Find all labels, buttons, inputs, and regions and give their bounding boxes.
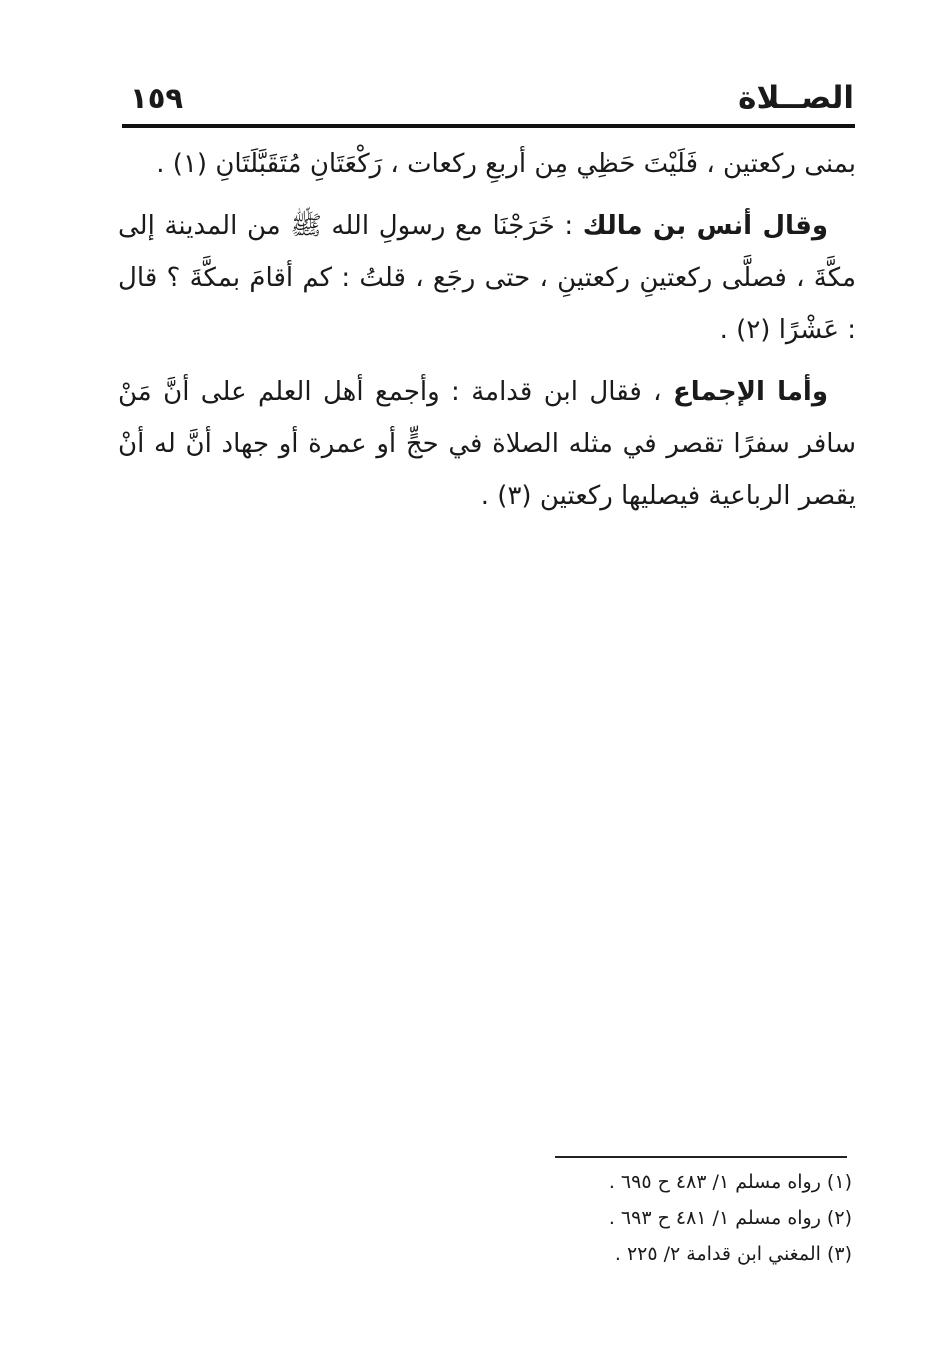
paragraph-3 [118,366,856,522]
page-header [122,78,854,122]
paragraph-2-lead: وقال أنس بن مالك [582,211,828,241]
paragraph-2-text: : خَرَجْنَا مع رسولِ الله ﷺ من المدينة إلى مكَّةَ ، فصلَّى ركعتينِ ركعتينِ ، حتى رجَع ، قلتُ : كم أقامَ بمكَّةَ ؟ قال : عَشْرًا (٢) . [118,211,856,345]
footnote-1: (١) رواه مسلم ١/ ٤٨٣ ح ٦٩٥ . [608,1171,852,1193]
footnote-divider [555,1156,847,1158]
chapter-title: الصــلاة [738,80,854,116]
footnotes [432,1164,852,1272]
header-divider [122,124,855,128]
paragraph-1: بمنى ركعتين ، فَلَيْتَ حَظِي مِن أربعِ ركعات ، رَكْعَتَانِ مُتَقَبَّلَتَانِ (١) . [156,149,856,179]
paragraph-3-lead: وأما الإجماع [672,377,829,407]
paragraph-3-text: ، فقال ابن قدامة : وأجمع أهل العلم على أنَّ مَنْ سافر سفرًا تقصر في مثله الصلاة في حجٍّ أو عمرة أو جهاد أنَّ له أنْ يقصر الرباعية فيصليها ركعتين (٣) . [118,377,856,511]
main-text [118,138,856,522]
footnote-2: (٢) رواه مسلم ١/ ٤٨١ ح ٦٩٣ . [608,1207,852,1229]
paragraph-2 [118,200,856,356]
page-number: ١٥٩ [130,81,184,115]
footnote-3: (٣) المغني ابن قدامة ٢/ ٢٢٥ . [614,1243,852,1265]
